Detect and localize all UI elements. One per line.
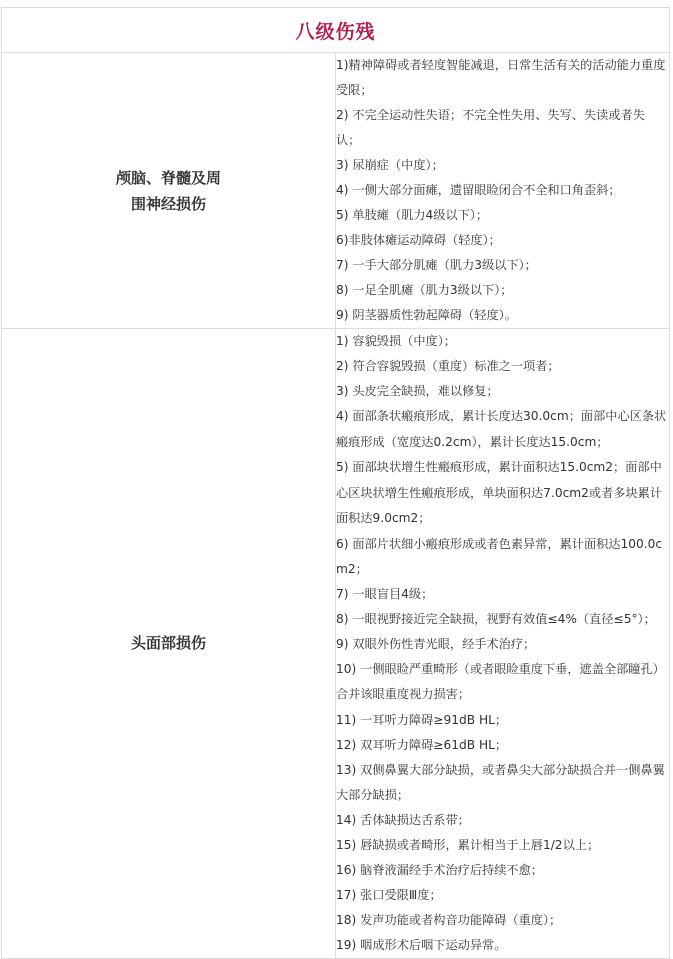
- list-item: 5) 单肢瘫（肌力4级以下）；: [336, 208, 489, 222]
- list-item: 2) 不完全运动性失语；不完全性失用、失写、失读或者失认；: [336, 108, 645, 147]
- list-item: 9) 阴茎器质性勃起障碍（轻度）。: [336, 308, 517, 322]
- list-item: 15) 唇缺损或者畸形，累计相当于上唇1/2以上；: [336, 837, 600, 852]
- list-item: 14) 舌体缺损达舌系带；: [336, 812, 470, 827]
- list-item: 5) 面部块状增生性瘢痕形成，累计面积达15.0cm2；面部中心区块状增生性瘢痕形成，单块面积达7.0cm2或者多块累计面积达9.0cm2；: [336, 460, 663, 525]
- list-item: 1) 容貌毁损（中度）；: [336, 334, 456, 348]
- section-row-neuro: [2, 53, 670, 329]
- list-item: 17) 张口受限Ⅲ度；: [336, 887, 442, 902]
- category-label: 头面部损伤: [130, 634, 206, 653]
- title-row: [2, 8, 670, 53]
- list-item: 16) 脑脊液漏经手术治疗后持续不愈；: [336, 862, 543, 877]
- list-item: 10) 一侧眼睑严重畸形（或者眼睑重度下垂，遮盖全部瞳孔）合并该眼重度视力损害；: [336, 661, 665, 701]
- disability-table: [1, 7, 670, 959]
- list-item: 7) 一手大部分肌瘫（肌力3级以下）；: [336, 258, 537, 272]
- list-item: 13) 双侧鼻翼大部分缺损，或者鼻尖大部分缺损合并一侧鼻翼大部分缺损；: [336, 762, 665, 802]
- list-item: 3) 头皮完全缺损，难以修复；: [336, 384, 499, 398]
- list-item: 8) 一足全肌瘫（肌力3级以下）；: [336, 283, 513, 297]
- list-item: 4) 一侧大部分面瘫，遗留眼睑闭合不全和口角歪斜；: [336, 183, 621, 197]
- list-item: 1)精神障碍或者轻度智能减退，日常生活有关的活动能力重度受限；: [336, 58, 666, 97]
- category-cell: [2, 53, 336, 329]
- list-item: 12) 双耳听力障碍≥61dB HL；: [336, 737, 508, 752]
- items-cell: [336, 53, 670, 329]
- section-row-head-face: [2, 329, 670, 959]
- list-item: 6) 面部片状细小瘢痕形成或者色素异常，累计面积达100.0cm2；: [336, 536, 663, 576]
- list-item: 3) 尿崩症（中度）；: [336, 158, 444, 172]
- list-item: 11) 一耳听力障碍≥91dB HL；: [336, 712, 508, 727]
- list-item: 4) 面部条状瘢痕形成，累计长度达30.0cm；面部中心区条状瘢痕形成（宽度达0.2cm），累计长度达15.0cm；: [336, 409, 667, 449]
- list-item: 19) 咽成形术后咽下运动异常。: [336, 937, 507, 952]
- list-item: 8) 一眼视野接近完全缺损，视野有效值≤4%（直径≤5°）；: [336, 611, 656, 626]
- category-cell: [2, 329, 336, 959]
- list-item: 7) 一眼盲目4级；: [336, 586, 434, 601]
- list-item: 9) 双眼外伤性青光眼，经手术治疗；: [336, 636, 536, 651]
- items-cell: [336, 329, 670, 959]
- list-item: 18) 发声功能或者构音功能障碍（重度）；: [336, 912, 562, 927]
- table-title: 八级伤残: [295, 20, 376, 43]
- list-item: 6)非肢体瘫运动障碍（轻度）；: [336, 233, 501, 247]
- list-item: 2) 符合容貌毁损（重度）标准之一项者；: [336, 359, 560, 373]
- category-label: 颅脑、脊髓及周围神经损伤: [115, 168, 221, 213]
- title-cell: [2, 8, 670, 53]
